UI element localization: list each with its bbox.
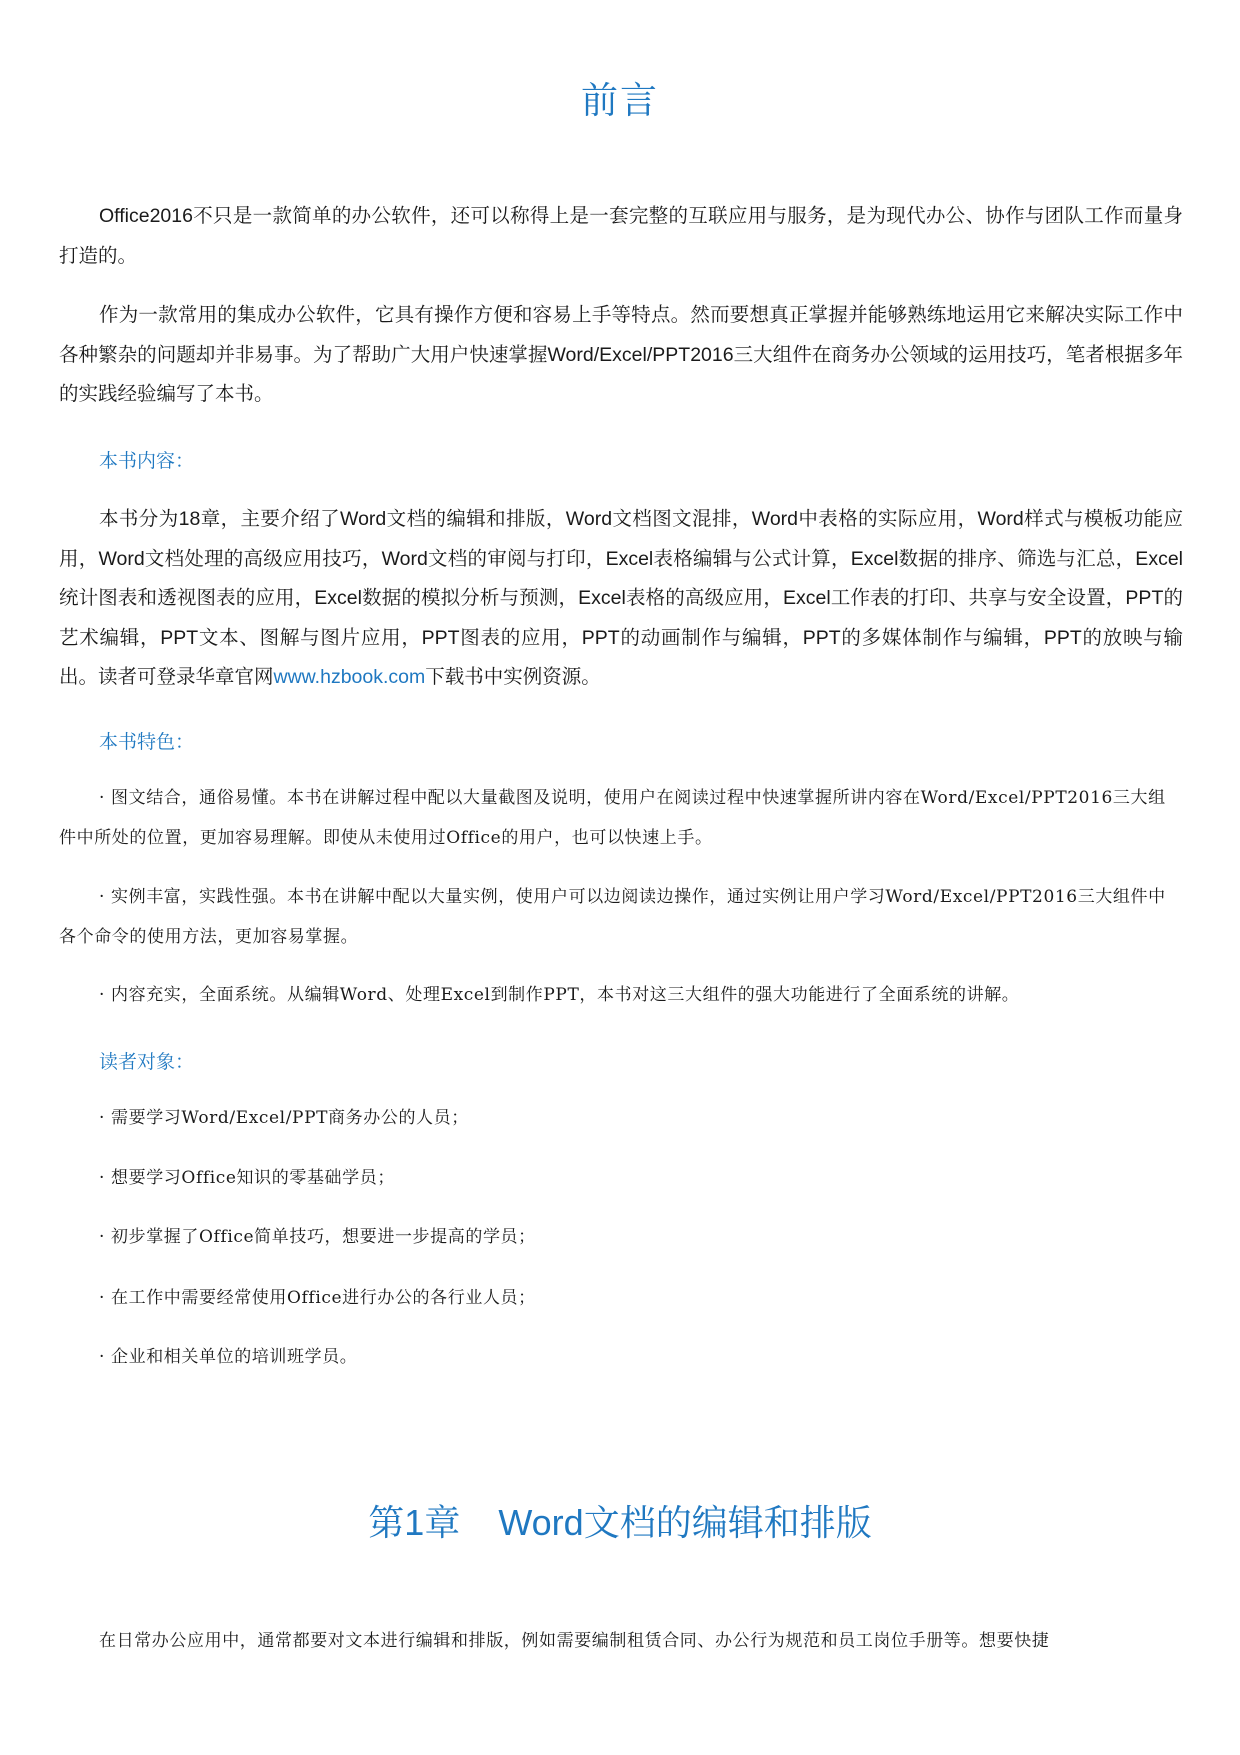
reader-item-4: · 在工作中需要经常使用Office进行办公的各行业人员；: [99, 1288, 536, 1308]
readers-heading: 读者对象：: [99, 1052, 195, 1073]
content-paragraph: [59, 500, 1183, 698]
content-heading: 本书内容：: [99, 451, 195, 472]
feature-item-3: · 内容充实，全面系统。从编辑Word、处理Excel到制作PPT，本书对这三大组件的强大功能进行了全面系统的讲解。: [99, 985, 1020, 1005]
chapter-number: 第1章: [368, 1502, 461, 1543]
reader-item-1: · 需要学习Word/Excel/PPT商务办公的人员；: [99, 1108, 469, 1128]
reader-item-2: · 想要学习Office知识的零基础学员；: [99, 1168, 395, 1188]
preface-paragraph-1: Office2016不只是一款简单的办公软件，还可以称得上是一套完整的互联应用与服务，是为现代办公、协作与团队工作而量身打造的。: [59, 205, 1183, 267]
reader-item-5: · 企业和相关单位的培训班学员。: [99, 1347, 358, 1367]
chapter-intro-paragraph: 在日常办公应用中，通常都要对文本进行编辑和排版，例如需要编制租赁合同、办公行为规范和员工岗位手册等。想要快捷: [99, 1631, 1050, 1651]
hzbook-link[interactable]: www.hzbook.com: [273, 666, 426, 688]
content-text-after-link: 下载书中实例资源。: [425, 666, 601, 688]
feature-item-2: · 实例丰富，实践性强。本书在讲解中配以大量实例，使用户可以边阅读边操作，通过实例让用户学习Word/Excel/PPT2016三大组件中各个命令的使用方法，更加容易掌握。: [59, 887, 1166, 947]
chapter-name: Word文档的编辑和排版: [498, 1502, 872, 1543]
preface-paragraph-2: 作为一款常用的集成办公软件，它具有操作方便和容易上手等特点。然而要想真正掌握并能够熟练地运用它来解决实际工作中各种繁杂的问题却并非易事。为了帮助广大用户快速掌握Word/Excel/PPT2016三大组件在商务办公领域的运用技巧，笔者根据多年的实践经验编写了本书。: [59, 304, 1183, 405]
features-heading: 本书特色：: [99, 732, 195, 753]
chapter-title: [0, 1495, 1240, 1546]
feature-item-1: · 图文结合，通俗易懂。本书在讲解过程中配以大量截图及说明，使用户在阅读过程中快速掌握所讲内容在Word/Excel/PPT2016三大组件中所处的位置，更加容易理解。即使从未使用过Office的用户，也可以快速上手。: [59, 788, 1166, 848]
reader-item-3: · 初步掌握了Office简单技巧，想要进一步提高的学员；: [99, 1227, 536, 1247]
preface-title: 前言: [581, 80, 659, 121]
content-text-before-link: 本书分为18章，主要介绍了Word文档的编辑和排版，Word文档图文混排，Word中表格的实际应用，Word样式与模板功能应用，Word文档处理的高级应用技巧，Word文档的审阅与打印，Excel表格编辑与公式计算，Excel数据的排序、筛选与汇总，Excel统计图表和透视图表的应用，Excel数据的模拟分析与预测，Excel表格的高级应用，Excel工作表的打印、共享与安全设置，PPT的艺术编辑，PPT文本、图解与图片应用，PPT图表的应用，PPT的动画制作与编辑，PPT的多媒体制作与编辑，PPT的放映与输出。读者可登录华章官网: [59, 508, 1183, 688]
